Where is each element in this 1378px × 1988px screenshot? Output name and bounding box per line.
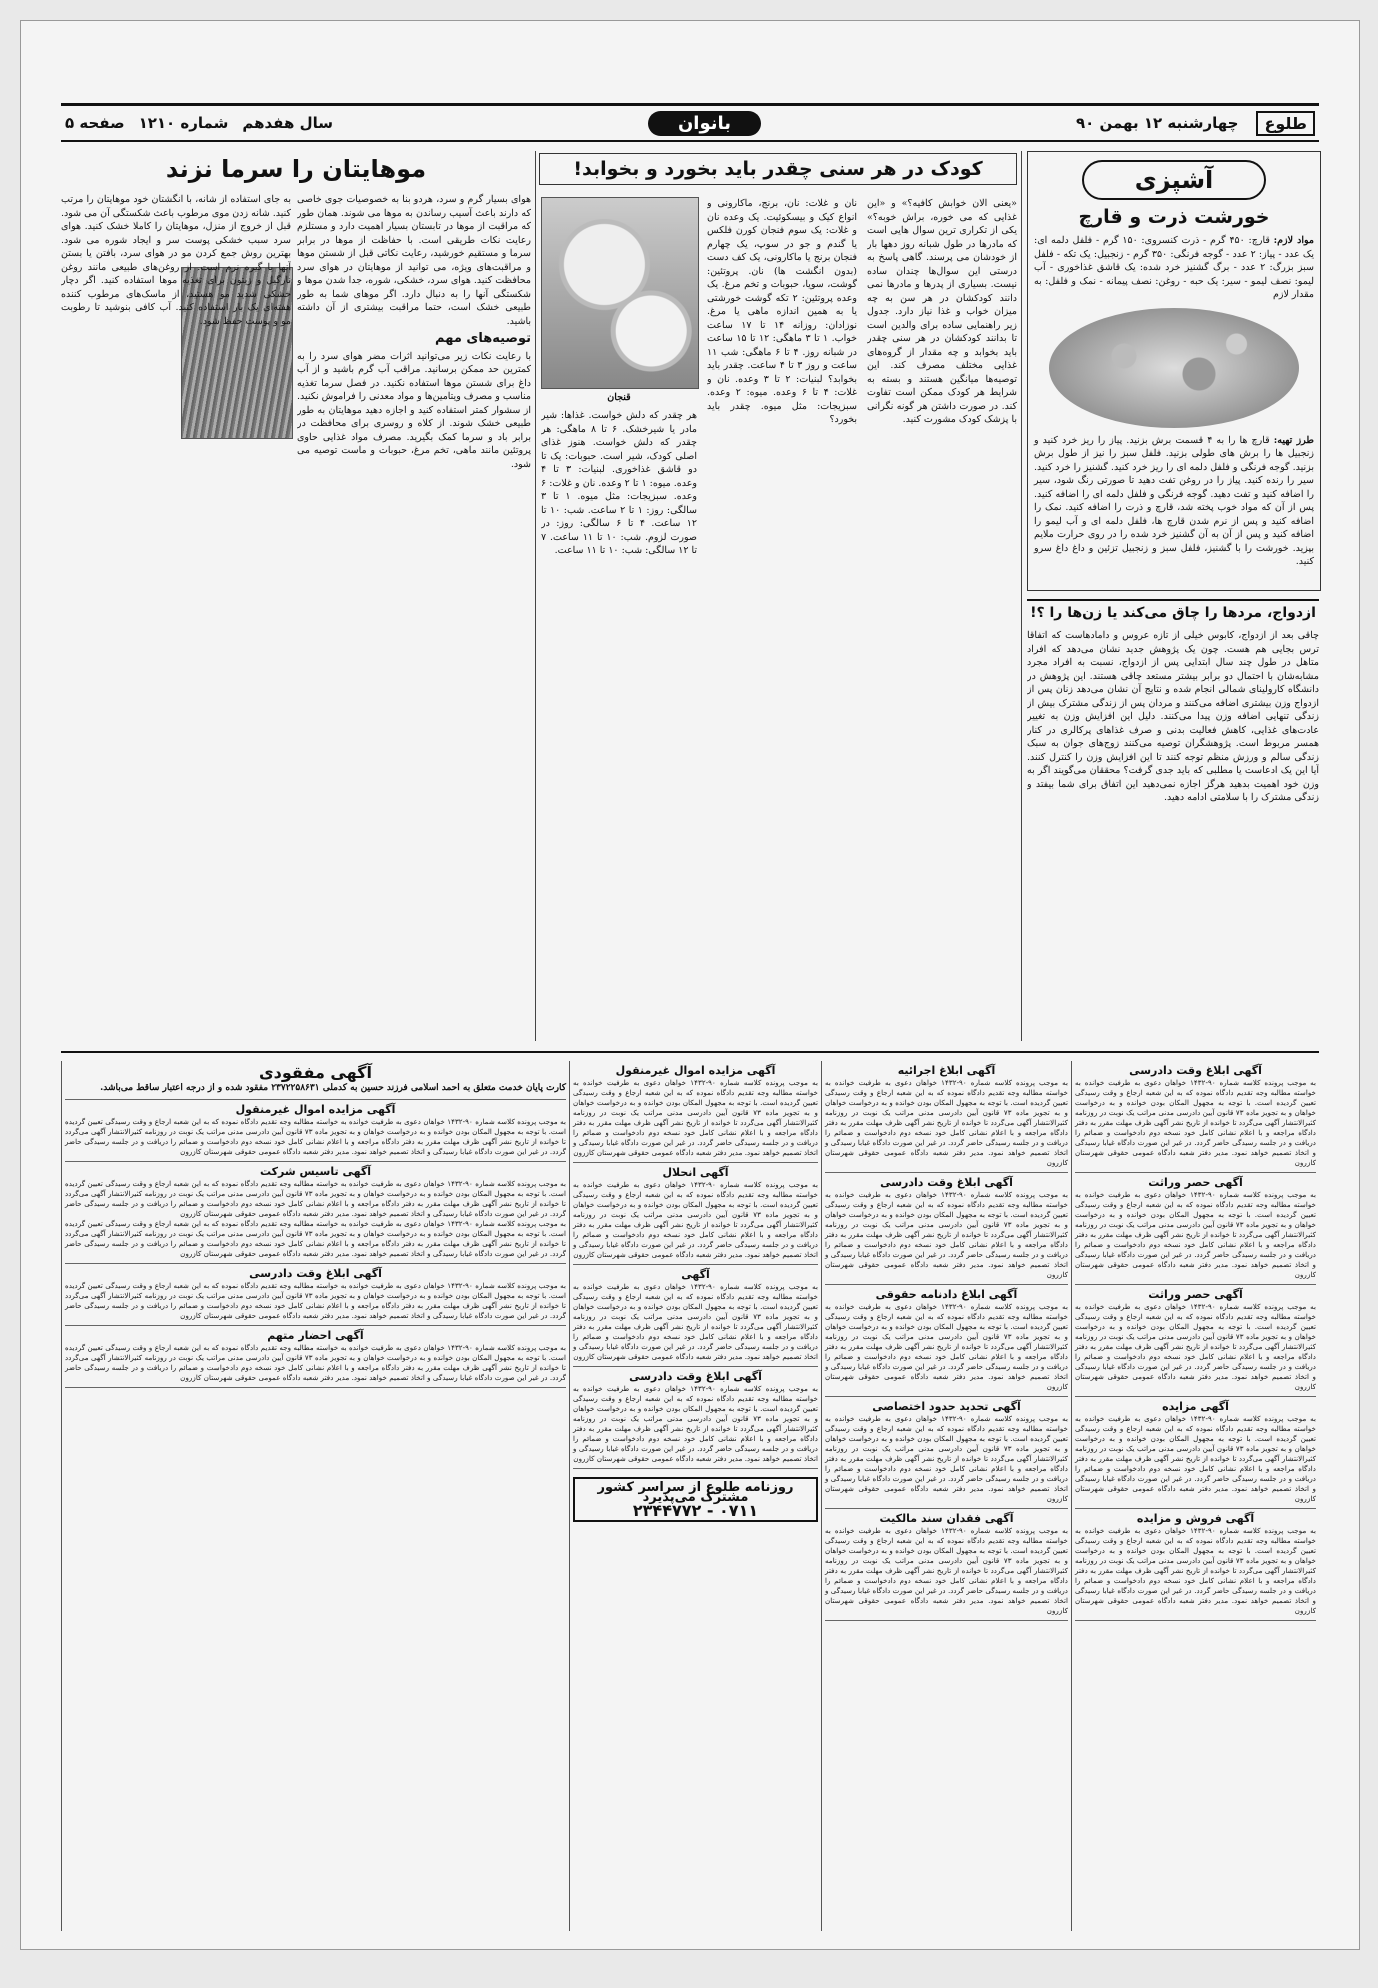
ads-column-3 (569, 1061, 821, 1931)
masthead-right (1076, 111, 1319, 136)
ingredients-label: مواد لازم: (1273, 235, 1314, 246)
page-number: صفحه ۵ (65, 114, 125, 132)
year-label: سال هفدهم (242, 114, 334, 132)
ad-text: به موجب پرونده کلاسه شماره ۹۰-۱۴۳۲ خواهان دعوی به طرفیت خوانده به خواسته مطالبه وجه تقدیم دادگاه نموده که به این شعبه ارجاع و وقت رسیدگی تعیین گردیده است. با توجه به مجهول المکان بودن خوانده و به درخواست خواهان و به تجویز ماده ۷۳ قانون آیین دادرسی مدنی مراتب یک نوبت در روزنامه کثیرالانتشار آگهی می‌گردد تا خوانده از تاریخ نشر آگهی ظرف مهلت مقرر به دفتر دادگاه مراجعه و با اعلام نشانی کامل خود نسخه دوم دادخواست و ضمائم را دریافت و در جلسه رسیدگی حاضر گردد. در غیر این صورت دادگاه غیابا رسیدگی و اتخاذ تصمیم خواهد نمود. مدیر دفتر شعبه دادگاه عمومی حقوقی شهرستان کازرون (65, 1219, 566, 1258)
hair-subhead: توصیه‌های مهم (435, 331, 531, 346)
ad-text: به موجب پرونده کلاسه شماره ۹۰-۱۴۳۲ خواهان دعوی به طرفیت خوانده به خواسته مطالبه وجه تقدیم دادگاه نموده که به این شعبه ارجاع و وقت رسیدگی تعیین گردیده است. با توجه به مجهول المکان بودن خوانده و به درخواست خواهان و به تجویز ماده ۷۳ قانون آیین دادرسی مدنی مراتب یک نوبت در روزنامه کثیرالانتشار آگهی می‌گردد تا خوانده از تاریخ نشر آگهی ظرف مهلت مقرر به دفتر دادگاه مراجعه و با اعلام نشانی کامل خود نسخه دوم دادخواست و ضمائم را دریافت و در جلسه رسیدگی حاضر گردد. در غیر این صورت دادگاه غیابا رسیدگی و اتخاذ تصمیم خواهد نمود. مدیر دفتر شعبه دادگاه عمومی حقوقی شهرستان کازرون (1075, 1190, 1316, 1279)
ad-text: به موجب پرونده کلاسه شماره ۹۰-۱۴۳۲ خواهان دعوی به طرفیت خوانده به خواسته مطالبه وجه تقدیم دادگاه نموده که به این شعبه ارجاع و وقت رسیدگی تعیین گردیده است. با توجه به مجهول المکان بودن خوانده و به درخواست خواهان و به تجویز ماده ۷۳ قانون آیین دادرسی مدنی مراتب یک نوبت در روزنامه کثیرالانتشار آگهی می‌گردد تا خوانده از تاریخ نشر آگهی ظرف مهلت مقرر به دفتر دادگاه مراجعه و با اعلام نشانی کامل خود نسخه دوم دادخواست و ضمائم را دریافت و در جلسه رسیدگی حاضر گردد. در غیر این صورت دادگاه غیابا رسیدگی و اتخاذ تصمیم خواهد نمود. مدیر دفتر شعبه دادگاه عمومی حقوقی شهرستان کازرون (573, 1384, 818, 1463)
divider-2 (535, 151, 536, 1041)
divider-1 (1021, 151, 1022, 1041)
masthead-left (61, 114, 333, 132)
ad-title: آگهی ابلاغ اجرائیه (897, 1064, 996, 1077)
ad-title: آگهی تحدید حدود اختصاصی (872, 1400, 1021, 1413)
ad-title: آگهی مزایده اموال غیرمنقول (235, 1103, 396, 1116)
section-badge: بانوان (648, 111, 761, 136)
ad-text: به موجب پرونده کلاسه شماره ۹۰-۱۴۳۲ خواهان دعوی به طرفیت خوانده به خواسته مطالبه وجه تقدیم دادگاه نموده که به این شعبه ارجاع و وقت رسیدگی تعیین گردیده است. با توجه به مجهول المکان بودن خوانده و به درخواست خواهان و به تجویز ماده ۷۳ قانون آیین دادرسی مدنی مراتب یک نوبت در روزنامه کثیرالانتشار آگهی می‌گردد تا خوانده از تاریخ نشر آگهی ظرف مهلت مقرر به دفتر دادگاه مراجعه و با اعلام نشانی کامل خود نسخه دوم دادخواست و ضمائم را دریافت و در جلسه رسیدگی حاضر گردد. در غیر این صورت دادگاه غیابا رسیدگی و اتخاذ تصمیم خواهد نمود. مدیر دفتر شعبه دادگاه عمومی حقوقی شهرستان کازرون (825, 1526, 1068, 1615)
lost-text: کارت پایان خدمت متعلق به احمد اسلامی فرزند حسین به کدملی ۲۳۷۲۲۵۸۶۳۱ مفقود شده و از درجه اعتبار ساقط می‌باشد. (100, 1083, 566, 1093)
ad-title: آگهی حصر وراثت (1148, 1176, 1243, 1189)
ad-text: به موجب پرونده کلاسه شماره ۹۰-۱۴۳۲ خواهان دعوی به طرفیت خوانده به خواسته مطالبه وجه تقدیم دادگاه نموده که به این شعبه ارجاع و وقت رسیدگی تعیین گردیده است. با توجه به مجهول المکان بودن خوانده و به درخواست خواهان و به تجویز ماده ۷۳ قانون آیین دادرسی مدنی مراتب یک نوبت در روزنامه کثیرالانتشار آگهی می‌گردد تا خوانده از تاریخ نشر آگهی ظرف مهلت مقرر به دفتر دادگاه مراجعه و با اعلام نشانی کامل خود نسخه دوم دادخواست و ضمائم را دریافت و در جلسه رسیدگی حاضر گردد. در غیر این صورت دادگاه غیابا رسیدگی و اتخاذ تصمیم خواهد نمود. مدیر دفتر شعبه دادگاه عمومی حقوقی شهرستان کازرون (1075, 1526, 1316, 1615)
kids-headline: کودک در هر سنی چقدر باید بخورد و بخوابد! (539, 153, 1017, 185)
ad-title: آگهی تاسیس شرکت (259, 1165, 372, 1178)
ad-title: آگهی ابلاغ دادنامه حقوقی (875, 1288, 1018, 1301)
ad-text: به موجب پرونده کلاسه شماره ۹۰-۱۴۳۲ خواهان دعوی به طرفیت خوانده به خواسته مطالبه وجه تقدیم دادگاه نموده که به این شعبه ارجاع و وقت رسیدگی تعیین گردیده است. با توجه به مجهول المکان بودن خوانده و به درخواست خواهان و به تجویز ماده ۷۳ قانون آیین دادرسی مدنی مراتب یک نوبت در روزنامه کثیرالانتشار آگهی می‌گردد تا خوانده از تاریخ نشر آگهی ظرف مهلت مقرر به دفتر دادگاه مراجعه و با اعلام نشانی کامل خود نسخه دوم دادخواست و ضمائم را دریافت و در جلسه رسیدگی حاضر گردد. در غیر این صورت دادگاه غیابا رسیدگی و اتخاذ تصمیم خواهد نمود. مدیر دفتر شعبه دادگاه عمومی حقوقی شهرستان کازرون (65, 1179, 566, 1218)
ad-text: به موجب پرونده کلاسه شماره ۹۰-۱۴۳۲ خواهان دعوی به طرفیت خوانده به خواسته مطالبه وجه تقدیم دادگاه نموده که به این شعبه ارجاع و وقت رسیدگی تعیین گردیده است. با توجه به مجهول المکان بودن خوانده و به درخواست خواهان و به تجویز ماده ۷۳ قانون آیین دادرسی مدنی مراتب یک نوبت در روزنامه کثیرالانتشار آگهی می‌گردد تا خوانده از تاریخ نشر آگهی ظرف مهلت مقرر به دفتر دادگاه مراجعه و با اعلام نشانی کامل خود نسخه دوم دادخواست و ضمائم را دریافت و در جلسه رسیدگی حاضر گردد. در غیر این صورت دادگاه غیابا رسیدگی و اتخاذ تصمیم خواهد نمود. مدیر دفتر شعبه دادگاه عمومی حقوقی شهرستان کازرون (825, 1414, 1068, 1503)
ad-text: به موجب پرونده کلاسه شماره ۹۰-۱۴۳۲ خواهان دعوی به طرفیت خوانده به خواسته مطالبه وجه تقدیم دادگاه نموده که به این شعبه ارجاع و وقت رسیدگی تعیین گردیده است. با توجه به مجهول المکان بودن خوانده و به درخواست خواهان و به تجویز ماده ۷۳ قانون آیین دادرسی مدنی مراتب یک نوبت در روزنامه کثیرالانتشار آگهی می‌گردد تا خوانده از تاریخ نشر آگهی ظرف مهلت مقرر به دفتر دادگاه مراجعه و با اعلام نشانی کامل خود نسخه دوم دادخواست و ضمائم را دریافت و در جلسه رسیدگی حاضر گردد. در غیر این صورت دادگاه غیابا رسیدگی و اتخاذ تصمیم خواهد نمود. مدیر دفتر شعبه دادگاه عمومی حقوقی شهرستان کازرون (825, 1302, 1068, 1391)
hair-column-right (297, 193, 531, 1039)
hair-intro: هوای بسیار گرم و سرد، هردو بنا به خصوصیات جوی خاصی که دارند باعث آسیب رساندن به موها می شوند. همان طور که مراقبت از موها در تابستان بسیار اهمیت دارد و مستلزم رعایت نکات طریقی است. با حفاظت از موها در برابر سرما و مستقیم خورشید، رعایت نکاتی قبل از شستن موها و مراقبت‌های ویژه، می توانید از موهایتان در هوای سرد محافظت کنید. هوای سرد، خشکی، شوره، جدا شدن موها و شکستگی آنها را به دنبال دارد. اگر موهای شما به طور طبیعی خشک است، حتما مراقبت بیشتری از آن داشته باشید. (297, 194, 531, 327)
kids-photo-caption: قنجان (607, 392, 631, 403)
ad-text: به موجب پرونده کلاسه شماره ۹۰-۱۴۳۲ خواهان دعوی به طرفیت خوانده به خواسته مطالبه وجه تقدیم دادگاه نموده که به این شعبه ارجاع و وقت رسیدگی تعیین گردیده است. با توجه به مجهول المکان بودن خوانده و به درخواست خواهان و به تجویز ماده ۷۳ قانون آیین دادرسی مدنی مراتب یک نوبت در روزنامه کثیرالانتشار آگهی می‌گردد تا خوانده از تاریخ نشر آگهی ظرف مهلت مقرر به دفتر دادگاه مراجعه و با اعلام نشانی کامل خود نسخه دوم دادخواست و ضمائم را دریافت و در جلسه رسیدگی حاضر گردد. در غیر این صورت دادگاه غیابا رسیدگی و اتخاذ تصمیم خواهد نمود. مدیر دفتر شعبه دادگاه عمومی حقوقی شهرستان کازرون (65, 1343, 566, 1382)
ad-title: آگهی احضار متهم (267, 1329, 364, 1342)
ad-text: به موجب پرونده کلاسه شماره ۹۰-۱۴۳۲ خواهان دعوی به طرفیت خوانده به خواسته مطالبه وجه تقدیم دادگاه نموده که به این شعبه ارجاع و وقت رسیدگی تعیین گردیده است. با توجه به مجهول المکان بودن خوانده و به درخواست خواهان و به تجویز ماده ۷۳ قانون آیین دادرسی مدنی مراتب یک نوبت در روزنامه کثیرالانتشار آگهی می‌گردد تا خوانده از تاریخ نشر آگهی ظرف مهلت مقرر به دفتر دادگاه مراجعه و با اعلام نشانی کامل خود نسخه دوم دادخواست و ضمائم را دریافت و در جلسه رسیدگی حاضر گردد. در غیر این صورت دادگاه غیابا رسیدگی و اتخاذ تصمیم خواهد نمود. مدیر دفتر شعبه دادگاه عمومی حقوقی شهرستان کازرون (1075, 1414, 1316, 1503)
ad-text: به موجب پرونده کلاسه شماره ۹۰-۱۴۳۲ خواهان دعوی به طرفیت خوانده به خواسته مطالبه وجه تقدیم دادگاه نموده که به این شعبه ارجاع و وقت رسیدگی تعیین گردیده است. با توجه به مجهول المکان بودن خوانده و به درخواست خواهان و به تجویز ماده ۷۳ قانون آیین دادرسی مدنی مراتب یک نوبت در روزنامه کثیرالانتشار آگهی می‌گردد تا خوانده از تاریخ نشر آگهی ظرف مهلت مقرر به دفتر دادگاه مراجعه و با اعلام نشانی کامل خود نسخه دوم دادخواست و ضمائم را دریافت و در جلسه رسیدگی حاضر گردد. در غیر این صورت دادگاه غیابا رسیدگی و اتخاذ تصمیم خواهد نمود. مدیر دفتر شعبه دادگاه عمومی حقوقی شهرستان کازرون (573, 1078, 818, 1157)
method-text: قارچ ها را به ۴ قسمت برش بزنید. پیاز را ریز خرد کنید و زنجبیل ها را برش های طولی بزنید. فلفل سبز را نیز از طول برش بزنید. گوجه فرنگی و فلفل دلمه ای را ریز خرد کنید. گشنیز را خرد کنید. سیر را رنده کنید. پیاز را در روغن تفت دهید تا صورتی رنگ شود، سیر را اضافه کنید و تفت دهید. گوجه فرنگی و فلفل دلمه ای را اضافه کنید. پس از آن که مواد خوب پخته شد، قارچ و ذرت را اضافه کنید. نمک را اضافه کنید و پس از نرم شدن قارچ ها، فلفل دلمه ای و آب لیمو را اضافه کنید و پس از آن به آن گشنیز خرد شده را در روی حرارت ملایم بپزید. خورشت را با گشنیز، فلفل سبز و زنجبیل تزئین و داغ داغ سرو کنید. (1034, 434, 1314, 567)
ad-title: آگهی ابلاغ وقت دادرسی (249, 1267, 382, 1280)
recipe-method (1028, 434, 1320, 574)
recipe-title: خورشت ذرت و قارچ (1078, 206, 1270, 228)
ads-column-4 (61, 1061, 569, 1931)
marriage-body: چاقی بعد از ازدواج، کابوس خیلی از تازه عروس و دامادهاست که اتفاقا ترس بجایی هم هست. چون یک پژوهش جدید نشان می‌دهد که افراد متاهل در طول چند سال ابتدایی پس از ازدواج، نسبت به افراد مجرد مشابه‌شان با احتمال دو برابر بیشتر مستعد چاقی هستند. این پژوهش در دانشگاه کارولینای شمالی انجام شده و نتایج آن نشان می‌دهد زنان پس از ازدواج وزن بیشتری اضافه می‌کنند و مردان پس از زندگی مشترک بیش از زندگی تنهایی اضافه وزن پیدا می‌کنند. دلیل این افزایش وزن به تغییر عادت‌های غذایی، کاهش فعالیت بدنی و صرف غذاهای پرکالری در کنار همسر مربوط است. پژوهشگران توصیه می‌کنند زوج‌های جوان به سبک زندگی سالم و ورزش منظم توجه کنند تا این افزایش وزن را کنترل کنند. آیا این یک ادعاست یا مطلبی که باید جدی گرفت؟ محققان می‌گویند اگر به وزن خود اهمیت بدهید هرگز اجازه نمی‌دهید این اتفاق برای شما بیفتد و زندگی مشترک را با سلامتی ادامه دهید. (1027, 630, 1319, 803)
ad-title: آگهی ابلاغ وقت دادرسی (1129, 1064, 1262, 1077)
kids-column-2: هر چقدر که دلش خواست. غذاها: شیر مادر یا شیرخشک. ۶ تا ۸ ماهگی: هر چقدر که دلش خواست. هنوز غذای اصلی کودک، شیر است. حبوبات: یک تا دو قاشق غذاخوری. لبنیات: ۳ تا ۴ وعده. میوه: ۱ تا ۲ وعده. نان و غلات: ۶ وعده. سبزیجات: مثل میوه. ۱ تا ۳ سالگی: روز: ۱ تا ۲ ساعت. شب: ۱۰ تا ۱۲ ساعت. ۴ تا ۶ سالگی: روز: در صورت لزوم. شب: ۱۰ تا ۱۱ ساعت. ۷ تا ۱۲ سالگی: شب: ۱۰ تا ۱۱ ساعت. (541, 410, 697, 556)
ads-column-1 (1071, 1061, 1319, 1931)
issue-date: چهارشنبه ۱۲ بهمن ۹۰ (1075, 114, 1239, 132)
issue-number: شماره ۱۲۱۰ (138, 114, 229, 132)
kids-column-3: نان و غلات: نان، برنج، ماکارونی و انواع کیک و بیسکوئیت. یک وعده نان و غلات: یک سوم فنجان کورن فلکس یا گندم و جو در سوپ، یک چهارم فنجان برنج یا ماکارونی، یک کف دست (بدون انگشت ها) نان. پروتئین: گوشت، سویا، حبوبات و تخم مرغ. یک وعده پروتئین: ۲ تکه گوشت خورشتی یا به همین اندازه ماهی یا مرغ. نوزادان: روزانه ۱۴ تا ۱۷ ساعت خواب. ۱ تا ۳ ماهگی: ۱۲ تا ۱۵ ساعت در شبانه روز. ۴ تا ۶ ماهگی: شب ۱۱ ساعت و روز ۳ تا ۴ ساعت. چقدر باید بخوابد؟ لبنیات: ۲ تا ۳ وعده. نان و غلات: ۴ تا ۶ وعده. میوه: ۲ وعده. سبزیجات: مثل میوه. چقدر باید بخورد؟ (707, 198, 857, 425)
marriage-rule (1027, 599, 1319, 601)
hair-column-left: به جای استفاده از شانه، با انگشتان خود موهایتان را مرتب کنید. شانه زدن موی مرطوب باعث شکستگی آن می شود. قبل از خروج از منزل، موهایتان را کاملا خشک کنید. هوای سرد سبب خشکی پوست سر و ایجاد شوره می شود. بهترین روش جمع کردن مو در هوای سرد، بافتن یا بستن آنها با گیره نرم است. از روغن‌های طبیعی مانند روغن نارگیل و زیتون برای تغذیه موها استفاده کنید. اگر دچار خشکی شدید مو هستید، از ماسک‌های مرطوب کننده هفته‌ای یک بار استفاده کنید. آب کافی بنوشید تا رطوبت مو و پوست حفظ شود. (61, 194, 291, 327)
subscription-box (573, 1477, 818, 1522)
ad-text: به موجب پرونده کلاسه شماره ۹۰-۱۴۳۲ خواهان دعوی به طرفیت خوانده به خواسته مطالبه وجه تقدیم دادگاه نموده که به این شعبه ارجاع و وقت رسیدگی تعیین گردیده است. با توجه به مجهول المکان بودن خوانده و به درخواست خواهان و به تجویز ماده ۷۳ قانون آیین دادرسی مدنی مراتب یک نوبت در روزنامه کثیرالانتشار آگهی می‌گردد تا خوانده از تاریخ نشر آگهی ظرف مهلت مقرر به دفتر دادگاه مراجعه و با اعلام نشانی کامل خود نسخه دوم دادخواست و ضمائم را دریافت و در جلسه رسیدگی حاضر گردد. در غیر این صورت دادگاه غیابا رسیدگی و اتخاذ تصمیم خواهد نمود. مدیر دفتر شعبه دادگاه عمومی حقوقی شهرستان کازرون (65, 1281, 566, 1320)
kids-column-1: «یعنی الان خوابش کافیه؟» و «این غذایی که می خوره، براش خوبه؟» یکی از تکراری ترین سوال هایی است که مادرها در طول شبانه روز دهها بار از خودشان می پرسند. گاهی پاسخ به درستی این سوال‌ها چندان ساده نیست. بسیاری از پدرها و مادرها نمی دانند کودکشان در هر سن به چه میزان خواب و غذا نیاز دارد. جدول زیر راهنمایی ساده برای والدین است تا بدانند کودکشان در هر سنی چقدر باید بخوابد و چه مقدار از گروه‌های غذایی مختلف مصرف کند. این توصیه‌ها میانگین هستند و بسته به شرایط هر کودک ممکن است تفاوت کند. در صورت داشتن هر گونه نگرانی با پزشک کودک مشورت کنید. (867, 198, 1017, 425)
food-photo (1049, 308, 1299, 428)
ad-text: به موجب پرونده کلاسه شماره ۹۰-۱۴۳۲ خواهان دعوی به طرفیت خوانده به خواسته مطالبه وجه تقدیم دادگاه نموده که به این شعبه ارجاع و وقت رسیدگی تعیین گردیده است. با توجه به مجهول المکان بودن خوانده و به درخواست خواهان و به تجویز ماده ۷۳ قانون آیین دادرسی مدنی مراتب یک نوبت در روزنامه کثیرالانتشار آگهی می‌گردد تا خوانده از تاریخ نشر آگهی ظرف مهلت مقرر به دفتر دادگاه مراجعه و با اعلام نشانی کامل خود نسخه دوم دادخواست و ضمائم را دریافت و در جلسه رسیدگی حاضر گردد. در غیر این صورت دادگاه غیابا رسیدگی و اتخاذ تصمیم خواهد نمود. مدیر دفتر شعبه دادگاه عمومی حقوقی شهرستان کازرون (1075, 1078, 1316, 1167)
ad-text: به موجب پرونده کلاسه شماره ۹۰-۱۴۳۲ خواهان دعوی به طرفیت خوانده به خواسته مطالبه وجه تقدیم دادگاه نموده که به این شعبه ارجاع و وقت رسیدگی تعیین گردیده است. با توجه به مجهول المکان بودن خوانده و به درخواست خواهان و به تجویز ماده ۷۳ قانون آیین دادرسی مدنی مراتب یک نوبت در روزنامه کثیرالانتشار آگهی می‌گردد تا خوانده از تاریخ نشر آگهی ظرف مهلت مقرر به دفتر دادگاه مراجعه و با اعلام نشانی کامل خود نسخه دوم دادخواست و ضمائم را دریافت و در جلسه رسیدگی حاضر گردد. در غیر این صورت دادگاه غیابا رسیدگی و اتخاذ تصمیم خواهد نمود. مدیر دفتر شعبه دادگاه عمومی حقوقی شهرستان کازرون (573, 1282, 818, 1361)
ad-text: به موجب پرونده کلاسه شماره ۹۰-۱۴۳۲ خواهان دعوی به طرفیت خوانده به خواسته مطالبه وجه تقدیم دادگاه نموده که به این شعبه ارجاع و وقت رسیدگی تعیین گردیده است. با توجه به مجهول المکان بودن خوانده و به درخواست خواهان و به تجویز ماده ۷۳ قانون آیین دادرسی مدنی مراتب یک نوبت در روزنامه کثیرالانتشار آگهی می‌گردد تا خوانده از تاریخ نشر آگهی ظرف مهلت مقرر به دفتر دادگاه مراجعه و با اعلام نشانی کامل خود نسخه دوم دادخواست و ضمائم را دریافت و در جلسه رسیدگی حاضر گردد. در غیر این صورت دادگاه غیابا رسیدگی و اتخاذ تصمیم خواهد نمود. مدیر دفتر شعبه دادگاه عمومی حقوقی شهرستان کازرون (573, 1180, 818, 1259)
hair-headline: موهایتان را سرما نزند (165, 155, 427, 183)
recipe-ingredients (1028, 234, 1320, 302)
kitchen-box (1027, 151, 1321, 591)
ad-title: آگهی (681, 1268, 710, 1281)
ad-title: آگهی مزایده (1162, 1400, 1229, 1413)
kitchen-title: آشپزی (1082, 160, 1266, 200)
ad-title: آگهی انحلال (662, 1166, 729, 1179)
ad-text: به موجب پرونده کلاسه شماره ۹۰-۱۴۳۲ خواهان دعوی به طرفیت خوانده به خواسته مطالبه وجه تقدیم دادگاه نموده که به این شعبه ارجاع و وقت رسیدگی تعیین گردیده است. با توجه به مجهول المکان بودن خوانده و به درخواست خواهان و به تجویز ماده ۷۳ قانون آیین دادرسی مدنی مراتب یک نوبت در روزنامه کثیرالانتشار آگهی می‌گردد تا خوانده از تاریخ نشر آگهی ظرف مهلت مقرر به دفتر دادگاه مراجعه و با اعلام نشانی کامل خود نسخه دوم دادخواست و ضمائم را دریافت و در جلسه رسیدگی حاضر گردد. در غیر این صورت دادگاه غیابا رسیدگی و اتخاذ تصمیم خواهد نمود. مدیر دفتر شعبه دادگاه عمومی حقوقی شهرستان کازرون (825, 1190, 1068, 1279)
ad-text: به موجب پرونده کلاسه شماره ۹۰-۱۴۳۲ خواهان دعوی به طرفیت خوانده به خواسته مطالبه وجه تقدیم دادگاه نموده که به این شعبه ارجاع و وقت رسیدگی تعیین گردیده است. با توجه به مجهول المکان بودن خوانده و به درخواست خواهان و به تجویز ماده ۷۳ قانون آیین دادرسی مدنی مراتب یک نوبت در روزنامه کثیرالانتشار آگهی می‌گردد تا خوانده از تاریخ نشر آگهی ظرف مهلت مقرر به دفتر دادگاه مراجعه و با اعلام نشانی کامل خود نسخه دوم دادخواست و ضمائم را دریافت و در جلسه رسیدگی حاضر گردد. در غیر این صورت دادگاه غیابا رسیدگی و اتخاذ تصمیم خواهد نمود. مدیر دفتر شعبه دادگاه عمومی حقوقی شهرستان کازرون (825, 1078, 1068, 1167)
subscription-phone: ۰۷۱۱ - ۲۳۴۴۷۷۲ (632, 1501, 759, 1520)
ads-column-2 (821, 1061, 1071, 1931)
method-label: طرز تهیه: (1273, 434, 1314, 446)
masthead (61, 103, 1319, 142)
newspaper-logo: طلوع (1256, 111, 1315, 136)
ad-title: آگهی فقدان سند مالکیت (879, 1512, 1014, 1525)
hair-tips: با رعایت نکات زیر می‌توانید اثرات مضر هوای سرد را به کمترین حد ممکن برسانید. مراقب آب گرم باشید و از آب داغ برای شستن موها استفاده نکنید. در فصل سرما تغذیه مناسب و مصرف ویتامین‌ها و مواد معدنی را فراموش نکنید. از سشوار کمتر استفاده کنید و اجازه دهید موهایتان به طور طبیعی خشک شوند. از کلاه و روسری برای محافظت در برابر باد و سرما کمک بگیرید. مصرف مواد غذایی حاوی پروتئین مانند ماهی، تخم مرغ، حبوبات و ماست توصیه می شود. (297, 350, 531, 470)
ads-rule (61, 1051, 1319, 1053)
ingredients-text: قارچ: ۴۵۰ گرم - ذرت کنسروی: ۱۵۰ گرم - فلفل دلمه ای: یک عدد - پیاز: ۲ عدد - گوجه فرنگی: ۳۵۰ گرم - زنجبیل: یک تکه - فلفل سبز بزرگ: ۲ عدد - برگ گشنیز خرد شده: یک قاشق غذاخوری - آب لیمو: نصف لیمو - سیر: یک حبه - روغن: نصف پیمانه - نمک و فلفل: به مقدار لازم (1034, 235, 1315, 300)
kids-photo (541, 197, 699, 389)
newspaper-page (20, 20, 1360, 1950)
marriage-headline: ازدواج، مردها را چاق می‌کند یا زن‌ها را ؟! (1030, 605, 1316, 621)
ad-title: آگهی ابلاغ وقت دادرسی (629, 1370, 762, 1383)
ad-title: آگهی ابلاغ وقت دادرسی (880, 1176, 1013, 1189)
ad-text: به موجب پرونده کلاسه شماره ۹۰-۱۴۳۲ خواهان دعوی به طرفیت خوانده به خواسته مطالبه وجه تقدیم دادگاه نموده که به این شعبه ارجاع و وقت رسیدگی تعیین گردیده است. با توجه به مجهول المکان بودن خوانده و به درخواست خواهان و به تجویز ماده ۷۳ قانون آیین دادرسی مدنی مراتب یک نوبت در روزنامه کثیرالانتشار آگهی می‌گردد تا خوانده از تاریخ نشر آگهی ظرف مهلت مقرر به دفتر دادگاه مراجعه و با اعلام نشانی کامل خود نسخه دوم دادخواست و ضمائم را دریافت و در جلسه رسیدگی حاضر گردد. در غیر این صورت دادگاه غیابا رسیدگی و اتخاذ تصمیم خواهد نمود. مدیر دفتر شعبه دادگاه عمومی حقوقی شهرستان کازرون (1075, 1302, 1316, 1391)
ad-title: آگهی فروش و مزایده (1136, 1512, 1255, 1525)
subscription-text: روزنامه طلوع از سراسر کشور مشترک می‌پذیرد (597, 1480, 794, 1505)
ad-text: به موجب پرونده کلاسه شماره ۹۰-۱۴۳۲ خواهان دعوی به طرفیت خوانده به خواسته مطالبه وجه تقدیم دادگاه نموده که به این شعبه ارجاع و وقت رسیدگی تعیین گردیده است. با توجه به مجهول المکان بودن خوانده و به درخواست خواهان و به تجویز ماده ۷۳ قانون آیین دادرسی مدنی مراتب یک نوبت در روزنامه کثیرالانتشار آگهی می‌گردد تا خوانده از تاریخ نشر آگهی ظرف مهلت مقرر به دفتر دادگاه مراجعه و با اعلام نشانی کامل خود نسخه دوم دادخواست و ضمائم را دریافت و در جلسه رسیدگی حاضر گردد. در غیر این صورت دادگاه غیابا رسیدگی و اتخاذ تصمیم خواهد نمود. مدیر دفتر شعبه دادگاه عمومی حقوقی شهرستان کازرون (65, 1117, 566, 1156)
lost-heading: آگهی مفقودی (259, 1063, 372, 1082)
ad-title: آگهی حصر وراثت (1148, 1288, 1243, 1301)
ad-title: آگهی مزایده اموال غیرمنقول (615, 1064, 776, 1077)
